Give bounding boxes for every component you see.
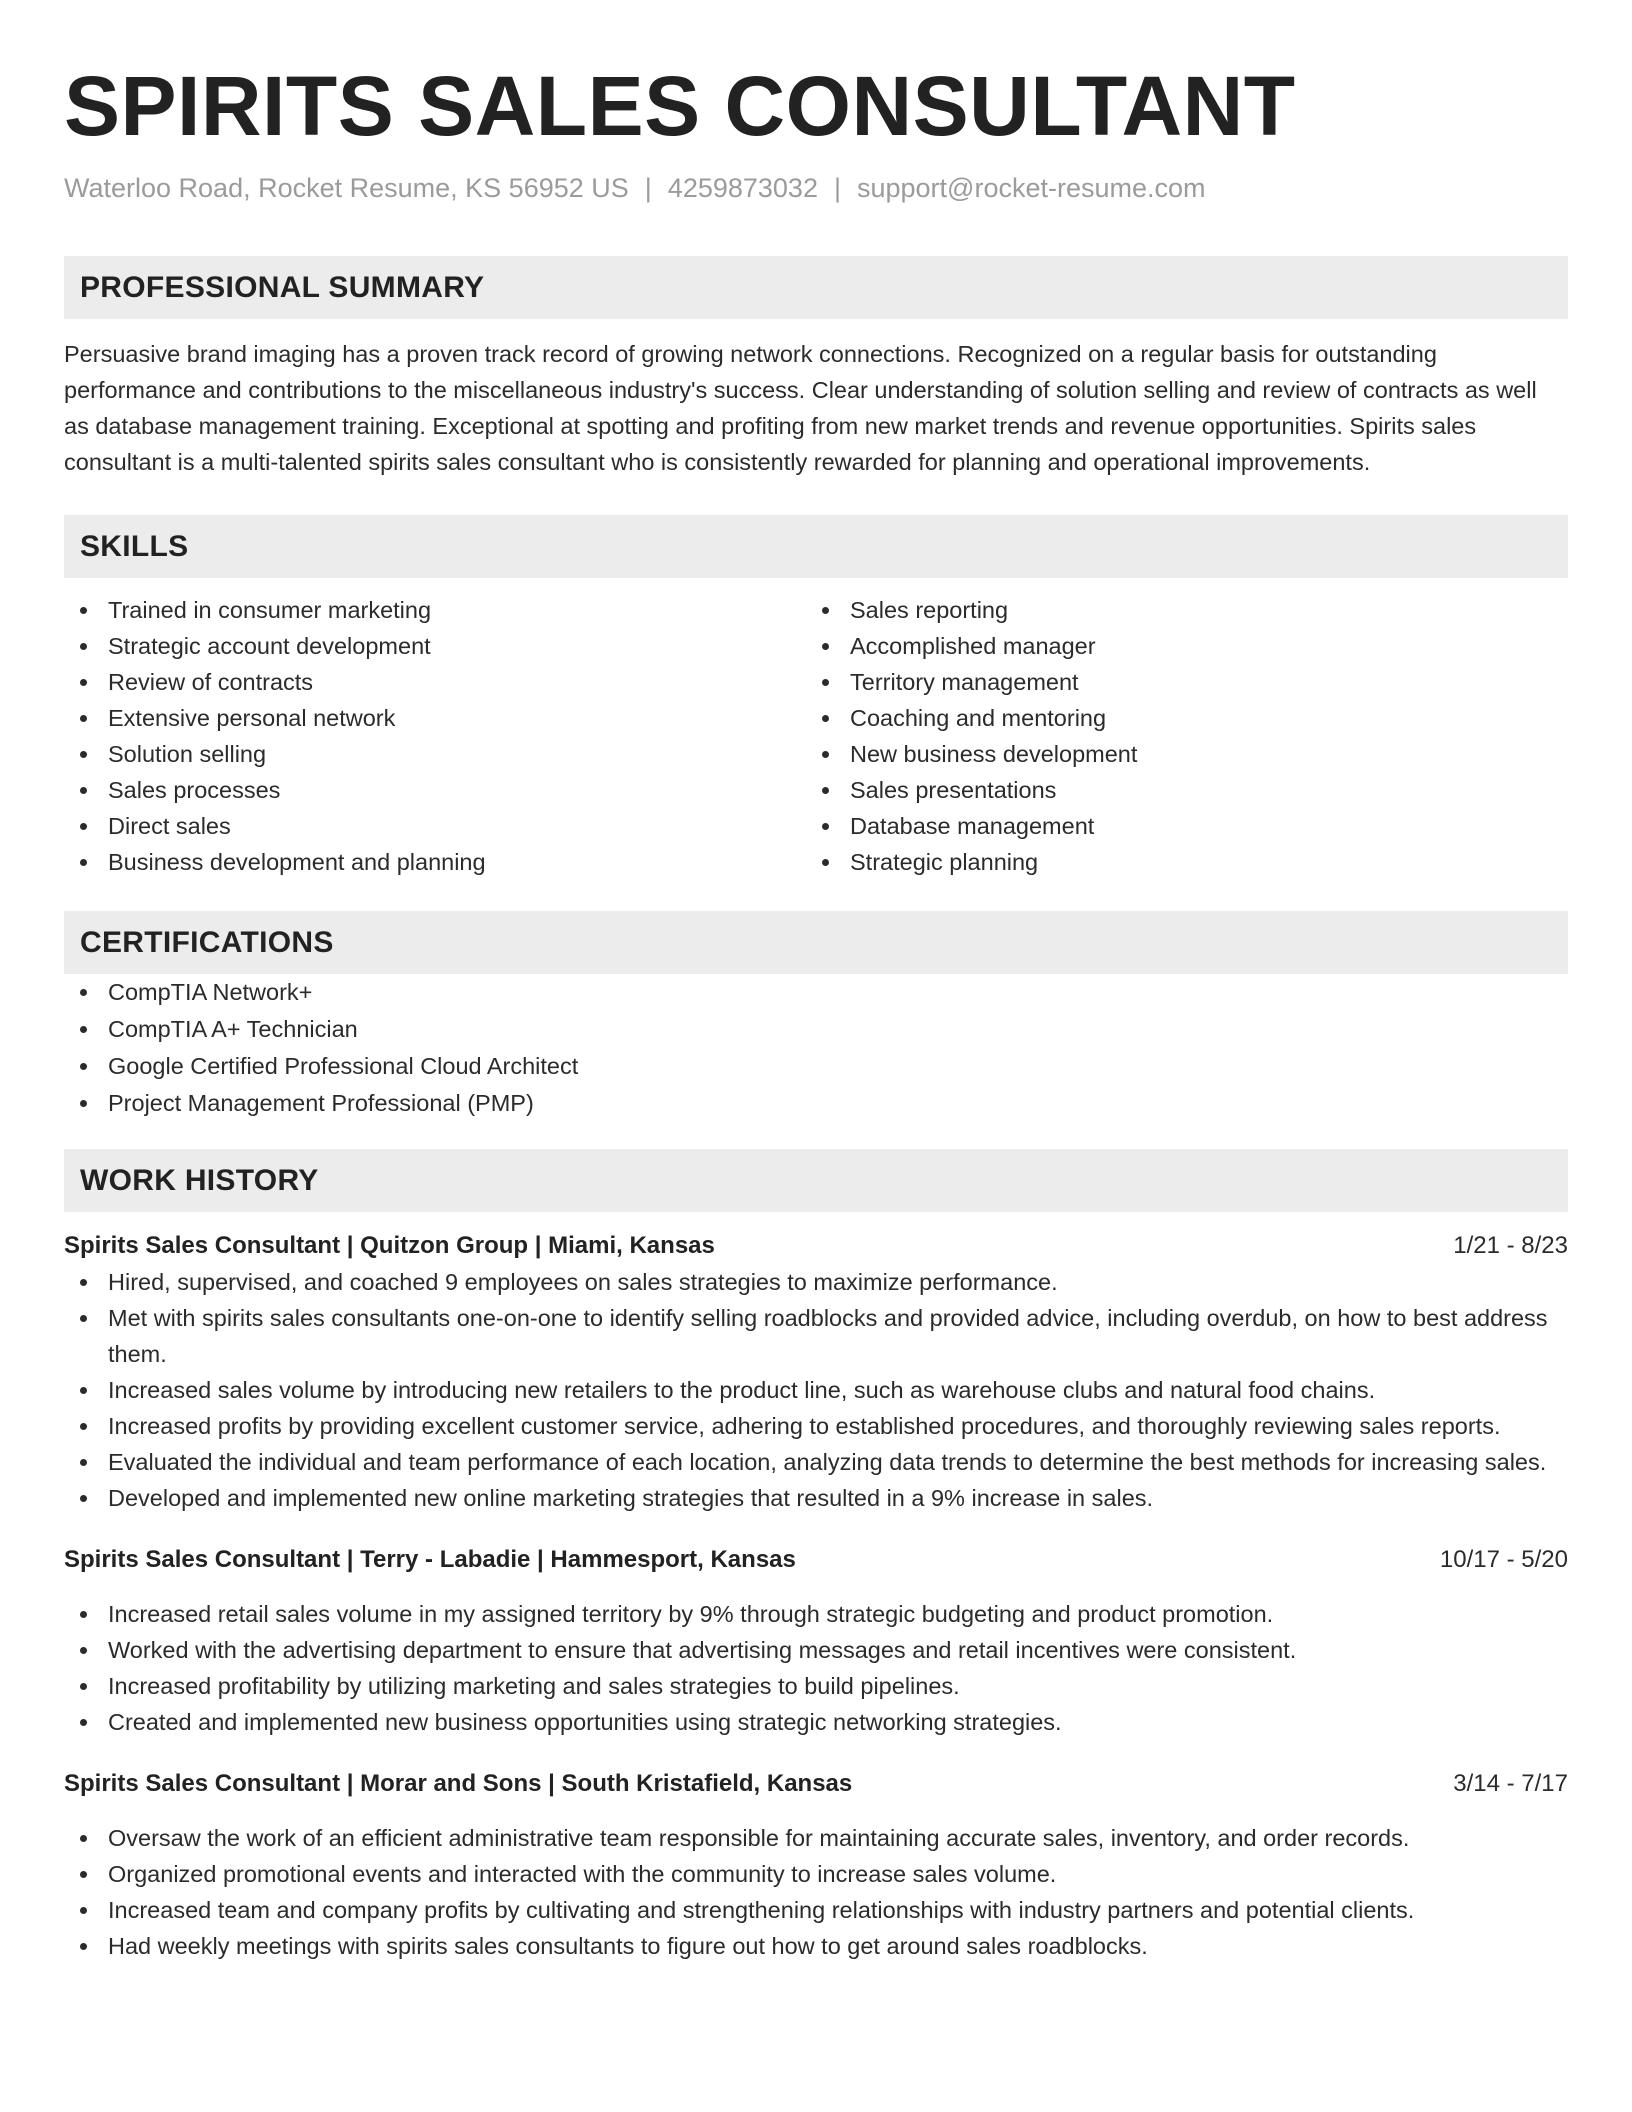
skill-item: Review of contracts [64, 664, 806, 700]
job-bullet: Evaluated the individual and team performance of each location, analyzing data trends to determine the best methods for increasing sales. [64, 1444, 1568, 1480]
skill-item: Accomplished manager [806, 628, 1548, 664]
candidate-name: SPIRITS SALES CONSULTANT [64, 59, 1296, 153]
job-title: Spirits Sales Consultant | Quitzon Group | Miami, Kansas [64, 1232, 715, 1259]
skill-item: Database management [806, 808, 1548, 844]
section-heading-summary: PROFESSIONAL SUMMARY [64, 256, 1568, 319]
skills-columns [64, 592, 1568, 880]
job-dates: 3/14 - 7/17 [1453, 1770, 1568, 1797]
contact-phone: 4259873032 [667, 173, 818, 203]
job-bullet: Oversaw the work of an efficient administrative team responsible for maintaining accurate sales, inventory, and order records. [64, 1820, 1568, 1856]
job-bullet: Worked with the advertising department to ensure that advertising messages and retail incentives were consistent. [64, 1632, 1568, 1668]
job-bullet: Increased profits by providing excellent customer service, adhering to established procedures, and thoroughly reviewing sales reports. [64, 1408, 1568, 1444]
skill-item: Sales presentations [806, 772, 1548, 808]
job-bullet: Had weekly meetings with spirits sales consultants to figure out how to get around sales roadblocks. [64, 1928, 1568, 1964]
skill-item: Business development and planning [64, 844, 806, 880]
job-entry [64, 1542, 1568, 1740]
contact-email[interactable]: support@rocket-resume.com [856, 173, 1206, 203]
job-bullet-list [64, 1264, 1568, 1516]
job-bullet: Increased team and company profits by cultivating and strengthening relationships with industry partners and potential clients. [64, 1892, 1568, 1928]
contact-line [64, 170, 1568, 206]
job-title: Spirits Sales Consultant | Morar and Sons | South Kristafield, Kansas [64, 1770, 853, 1797]
section-heading-certifications: CERTIFICATIONS [64, 911, 1568, 974]
skill-item: Solution selling [64, 736, 806, 772]
job-header [64, 1542, 1568, 1578]
job-title: Spirits Sales Consultant | Terry - Labadie | Hammesport, Kansas [64, 1546, 796, 1573]
job-entry [64, 1228, 1568, 1516]
skill-item: Coaching and mentoring [806, 700, 1548, 736]
job-header [64, 1766, 1568, 1802]
skill-item: Sales processes [64, 772, 806, 808]
skill-item: Territory management [806, 664, 1548, 700]
skill-item: Strategic planning [806, 844, 1548, 880]
skills-list-right [806, 592, 1548, 880]
job-bullet: Increased sales volume by introducing new retailers to the product line, such as warehouse clubs and natural food chains. [64, 1372, 1568, 1408]
skill-item: Trained in consumer marketing [64, 592, 806, 628]
contact-separator: | [833, 173, 841, 203]
job-bullet-list [64, 1596, 1568, 1740]
summary-text: Persuasive brand imaging has a proven track record of growing network connections. Recognized on a regular basis for outstanding performance and contributions to the miscellaneous industry's success. Clear understanding of solution selling and review of contracts as well as database management training. Exceptional at spotting and profiting from new market trends and revenue opportunities. Spirits sales consultant is a multi-talented spirits sales consultant who is consistently rewarded for planning and operational improvements. [64, 341, 1537, 475]
job-bullet: Developed and implemented new online marketing strategies that resulted in a 9% increase in sales. [64, 1480, 1568, 1516]
skill-item: New business development [806, 736, 1548, 772]
certification-item: Google Certified Professional Cloud Architect [64, 1048, 1568, 1085]
skill-item: Direct sales [64, 808, 806, 844]
skills-list-left [64, 592, 806, 880]
contact-separator: | [644, 173, 652, 203]
job-bullet: Hired, supervised, and coached 9 employees on sales strategies to maximize performance. [64, 1264, 1568, 1300]
job-dates: 1/21 - 8/23 [1453, 1232, 1568, 1259]
resume-page [64, 0, 1568, 1964]
skill-item: Strategic account development [64, 628, 806, 664]
certification-item: CompTIA A+ Technician [64, 1011, 1568, 1048]
contact-address: Waterloo Road, Rocket Resume, KS 56952 US [64, 173, 629, 203]
certification-item: CompTIA Network+ [64, 974, 1568, 1011]
job-bullet: Created and implemented new business opportunities using strategic networking strategies. [64, 1704, 1568, 1740]
job-bullet: Increased retail sales volume in my assigned territory by 9% through strategic budgeting and product promotion. [64, 1596, 1568, 1632]
skill-item: Sales reporting [806, 592, 1548, 628]
job-header [64, 1228, 1568, 1264]
certification-item: Project Management Professional (PMP) [64, 1085, 1568, 1122]
skill-item: Extensive personal network [64, 700, 806, 736]
job-dates: 10/17 - 5/20 [1439, 1546, 1568, 1573]
section-heading-skills: SKILLS [64, 515, 1568, 578]
job-bullet: Increased profitability by utilizing marketing and sales strategies to build pipelines. [64, 1668, 1568, 1704]
section-heading-work-history: WORK HISTORY [64, 1149, 1568, 1212]
job-bullet: Organized promotional events and interacted with the community to increase sales volume. [64, 1856, 1568, 1892]
job-bullet: Met with spirits sales consultants one-on-one to identify selling roadblocks and provided advice, including overdub, on how to best address them. [64, 1300, 1568, 1372]
job-entry [64, 1766, 1568, 1964]
certifications-list [64, 974, 1568, 1122]
job-bullet-list [64, 1820, 1568, 1964]
